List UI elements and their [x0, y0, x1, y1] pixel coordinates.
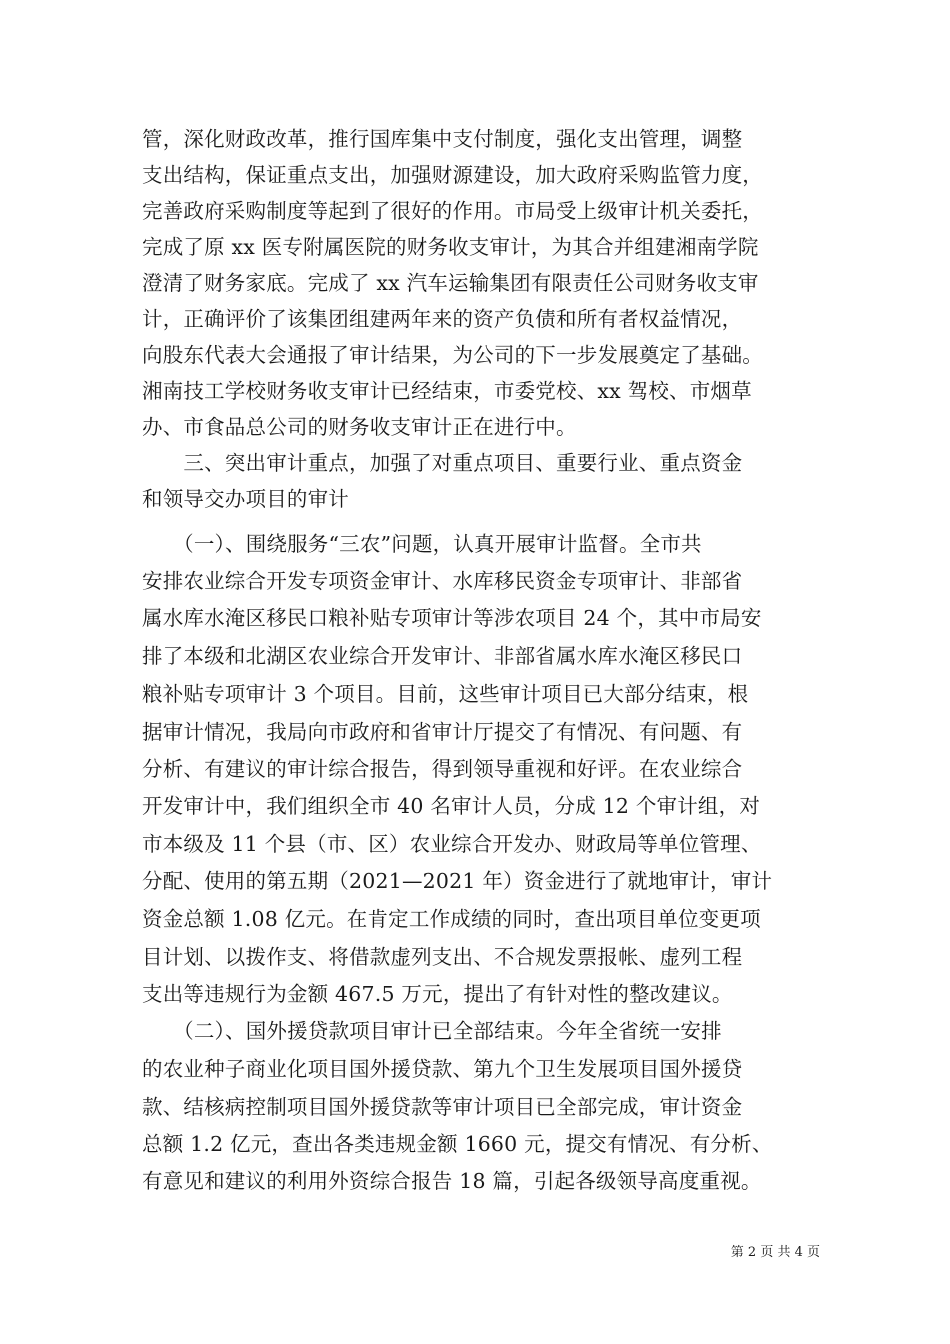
- text-line: 开发审计中，我们组织全市 40 名审计人员，分成 12 个审计组，对: [142, 794, 761, 818]
- text-line: 款、结核病控制项目国外援贷款等审计项目已全部完成，审计资金: [142, 1095, 743, 1119]
- page-number: 第 2 页 共 4 页: [730, 1245, 820, 1260]
- text-line: 向股东代表大会通报了审计结果，为公司的下一步发展奠定了基础。: [142, 343, 763, 367]
- text-line: 分析、有建议的审计综合报告，得到领导重视和好评。在农业综合: [142, 757, 743, 781]
- text-line: 有意见和建议的利用外资综合报告 18 篇，引起各级领导高度重视。: [142, 1169, 762, 1193]
- text-line: 属水库水淹区移民口粮补贴专项审计等涉农项目 24 个，其中市局安: [142, 606, 762, 630]
- text-line: 目计划、以拨作支、将借款虚列支出、不合规发票报帐、虚列工程: [142, 945, 743, 969]
- text-line: 完善政府采购制度等起到了很好的作用。市局受上级审计机关委托，: [142, 199, 763, 223]
- text-line: 计，正确评价了该集团组建两年来的资产负债和所有者权益情况，: [142, 307, 743, 331]
- text-line: 资金总额 1.08 亿元。在肯定工作成绩的同时，查出项目单位变更项: [142, 907, 761, 931]
- text-line: 粮补贴专项审计 3 个项目。目前，这些审计项目已大部分结束，根: [142, 682, 749, 706]
- text-line: 排了本级和北湖区农业综合开发审计、非部省属水库水淹区移民口: [142, 644, 743, 668]
- text-line: （一）、围绕服务“三农”问题，认真开展审计监督。全市共: [142, 532, 702, 556]
- text-line: 总额 1.2 亿元，查出各类违规金额 1660 元，提交有情况、有分析、: [142, 1132, 773, 1156]
- text-line: 支出等违规行为金额 467.5 万元，提出了有针对性的整改建议。: [142, 982, 733, 1006]
- section-heading-line: 三、突出审计重点，加强了对重点项目、重要行业、重点资金: [142, 451, 743, 475]
- text-line: 分配、使用的第五期（2021—2021 年）资金进行了就地审计，审计: [142, 869, 773, 893]
- text-line: 支出结构，保证重点支出，加强财源建设，加大政府采购监管力度，: [142, 163, 763, 187]
- text-line: 的农业种子商业化项目国外援贷款、第九个卫生发展项目国外援贷: [142, 1057, 743, 1081]
- text-line: 管，深化财政改革，推行国库集中支付制度，强化支出管理，调整: [142, 127, 743, 151]
- text-line: 湘南技工学校财务收支审计已经结束，市委党校、xx 驾校、市烟草: [142, 379, 752, 403]
- text-line: （二）、国外援贷款项目审计已全部结束。今年全省统一安排: [142, 1019, 722, 1043]
- text-line: 安排农业综合开发专项资金审计、水库移民资金专项审计、非部省: [142, 569, 743, 593]
- text-line: 据审计情况，我局向市政府和省审计厅提交了有情况、有问题、有: [142, 720, 743, 744]
- text-line: 办、市食品总公司的财务收支审计正在进行中。: [142, 415, 577, 439]
- section-heading-line: 和领导交办项目的审计: [142, 487, 349, 511]
- text-line: 完成了原 xx 医专附属医院的财务收支审计，为其合并组建湘南学院: [142, 235, 759, 259]
- text-line: 市本级及 11 个县（市、区）农业综合开发办、财政局等单位管理、: [142, 832, 762, 856]
- text-line: 澄清了财务家底。完成了 xx 汽车运输集团有限责任公司财务收支审: [142, 271, 759, 295]
